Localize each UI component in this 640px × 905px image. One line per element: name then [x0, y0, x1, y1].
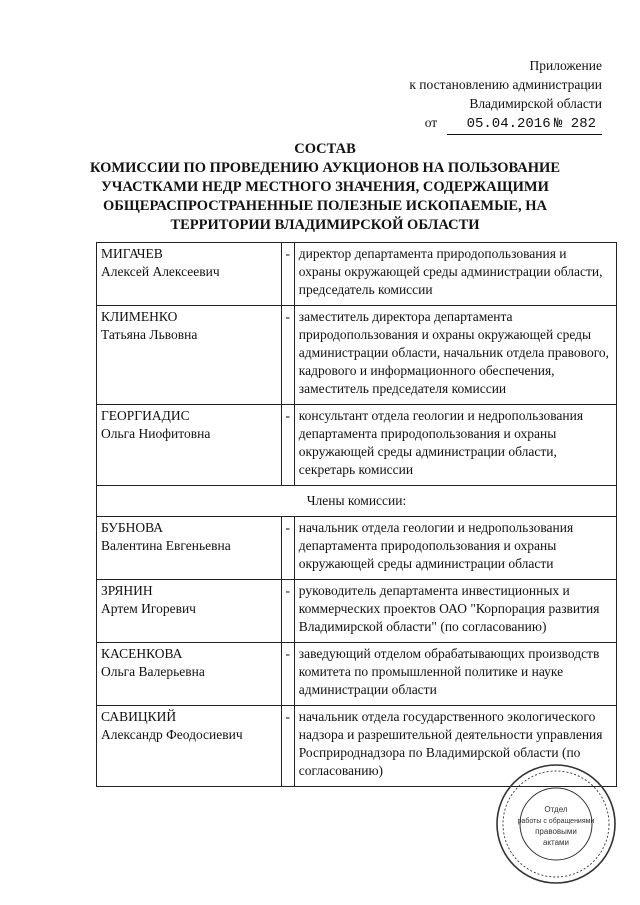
member-name-cell [97, 706, 282, 787]
table-row [97, 580, 617, 643]
member-name-cell [97, 517, 282, 580]
decree-date: 05.04.2016 [466, 116, 551, 132]
member-surname: ГЕОРГИАДИС [101, 408, 190, 423]
region-name: Владимирской области [469, 96, 602, 111]
member-name-cell [97, 580, 282, 643]
dash-cell: - [281, 580, 294, 643]
commission-table [96, 242, 617, 787]
member-role: заместитель директора департамента природопользования и охраны окружающей среды администрации области, начальник отдела правового, кадрового и информационного обеспечения, заместитель председателя комиссии [294, 306, 616, 405]
member-surname: КАСЕНКОВА [101, 646, 183, 661]
member-name-cell [97, 643, 282, 706]
from-label: от [424, 115, 438, 130]
member-surname: САВИЦКИЙ [101, 709, 177, 724]
appendix-header [409, 56, 602, 135]
member-surname: МИГАЧЕВ [101, 246, 163, 261]
member-given-name: Валентина Евгеньевна [101, 538, 231, 553]
member-given-name: Ольга Ниофитовна [101, 426, 211, 441]
member-name-cell [97, 243, 282, 306]
title-line-2: УЧАСТКАМИ НЕДР МЕСТНОГО ЗНАЧЕНИЯ, СОДЕРЖАЩИМИ [101, 179, 549, 195]
seal-text-2: работы с обращениями [517, 818, 595, 825]
table-row [97, 486, 617, 517]
member-surname: КЛИМЕНКО [101, 309, 178, 324]
member-given-name: Татьяна Львовна [101, 327, 198, 342]
table-row [97, 405, 617, 486]
decree-date-field [447, 113, 602, 135]
member-name-cell [97, 405, 282, 486]
title-line-3: ОБЩЕРАСПРОСТРАНЕННЫЕ ПОЛЕЗНЫЕ ИСКОПАЕМЫЕ, НА [103, 198, 547, 214]
member-role: начальник отдела государственного экологического надзора и разрешительной деятельности управления Росприроднадзора по Владимирской области (по согласованию) [294, 706, 616, 787]
member-role: начальник отдела геологии и недропользования департамента природопользования и охраны окружающей среды администрации области [294, 517, 616, 580]
member-role: директор департамента природопользования и охраны окружающей среды администрации области, председатель комиссии [294, 243, 616, 306]
seal-text-3: правовыми [535, 827, 577, 836]
table-row [97, 306, 617, 405]
document-title [80, 140, 570, 235]
member-role: консультант отдела геологии и недропользования департамента природопользования и охраны окружающей среды администрации области, секретарь комиссии [294, 405, 616, 486]
title-line-1: КОМИССИИ ПО ПРОВЕДЕНИЮ АУКЦИОНОВ НА ПОЛЬЗОВАНИЕ [89, 160, 560, 176]
dash-cell: - [281, 243, 294, 306]
dash-cell: - [281, 517, 294, 580]
appendix-label: Приложение [529, 58, 602, 73]
member-name-cell [97, 306, 282, 405]
table-row [97, 643, 617, 706]
dash-cell: - [281, 306, 294, 405]
dash-cell: - [281, 706, 294, 787]
member-role: заведующий отделом обрабатывающих производств комитета по промышленной политике и науке администрации области [294, 643, 616, 706]
seal-text-1: Отдел [544, 805, 568, 814]
table-row [97, 243, 617, 306]
table-row [97, 517, 617, 580]
decree-number: № 282 [553, 116, 596, 132]
official-seal-stamp [494, 762, 618, 886]
member-surname: ЗРЯНИН [101, 583, 153, 598]
members-heading: Члены комиссии: [97, 486, 617, 517]
member-role: руководитель департамента инвестиционных и коммерческих проектов ОАО "Корпорация развития Владимирской области" (по согласованию) [294, 580, 616, 643]
member-given-name: Александр Феодосиевич [101, 727, 243, 742]
decree-date-line [409, 113, 602, 135]
member-surname: БУБНОВА [101, 520, 163, 535]
member-given-name: Алексей Алексеевич [101, 264, 220, 279]
dash-cell: - [281, 405, 294, 486]
member-given-name: Ольга Валерьевна [101, 664, 205, 679]
dash-cell: - [281, 643, 294, 706]
title-heading: СОСТАВ [294, 141, 356, 157]
seal-text-4: актами [542, 838, 570, 847]
decree-reference-line: к постановлению администрации [409, 77, 602, 92]
member-given-name: Артем Игоревич [101, 601, 196, 616]
title-line-4: ТЕРРИТОРИИ ВЛАДИМИРСКОЙ ОБЛАСТИ [170, 217, 480, 233]
